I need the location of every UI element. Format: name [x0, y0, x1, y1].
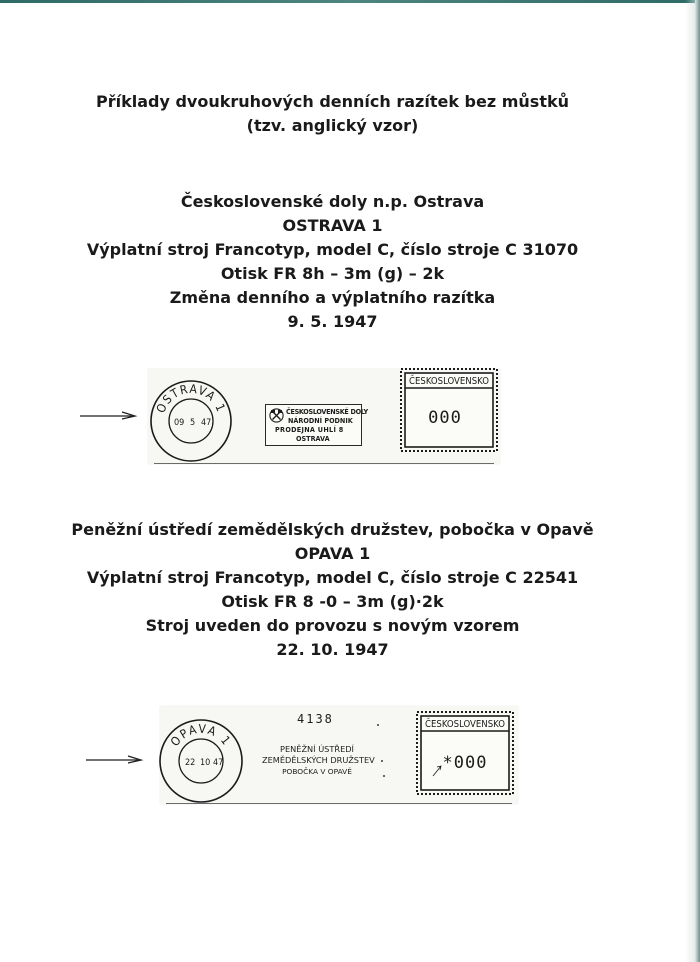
- machine-info: Výplatní stroj Francotyp, model C, číslo stroje C 31070: [86, 240, 579, 259]
- sender-line-3: POBOČKA V OPAVĚ: [282, 767, 352, 776]
- postmark-month: 5: [190, 418, 196, 428]
- arrow-icon: [86, 754, 146, 766]
- sender-cachet: [262, 744, 375, 777]
- date: 22. 10. 1947: [276, 640, 389, 659]
- postmark: [158, 718, 244, 804]
- note: Změna denního a výplatního razítka: [169, 288, 496, 307]
- meter-value: 000: [428, 408, 462, 428]
- postmark-day: 09: [174, 418, 185, 428]
- postmark-town: OPAVA 1: [167, 721, 235, 749]
- meter-value: *000: [442, 753, 488, 773]
- arrow-icon: [80, 410, 140, 422]
- meter-stamp: [399, 367, 499, 453]
- meter-country: ČESKOSLOVENSKO: [425, 719, 505, 730]
- page-heading: [0, 90, 665, 138]
- meter-stamp: [415, 710, 515, 796]
- page-shadow: [685, 0, 695, 962]
- hammer-pick-logo-icon: [269, 408, 284, 423]
- postmark-year: 47: [213, 758, 224, 768]
- postmark: [149, 379, 233, 463]
- heading-line-2: (tzv. anglický vzor): [246, 116, 419, 135]
- page-top-edge: [0, 0, 700, 3]
- heading-line-1: Příklady dvoukruhových denních razítek bez můstků: [95, 92, 569, 111]
- sender-line-2: ZEMĚDĚLSKÝCH DRUŽSTEV: [262, 755, 375, 765]
- section-opava-description: [0, 518, 665, 662]
- svg-text:OPAVA 1: [168, 722, 235, 749]
- ink-speck: [383, 775, 385, 777]
- section-ostrava-description: [0, 190, 665, 334]
- date: 9. 5. 1947: [287, 312, 378, 331]
- post-office: OPAVA 1: [294, 544, 371, 563]
- sender-line-2: NÁRODNÍ PODNIK: [288, 416, 353, 425]
- ink-speck: [381, 760, 383, 762]
- meter-serial-number: 4138: [297, 712, 334, 726]
- imprint-type: Otisk FR 8h – 3m (g) – 2k: [220, 264, 445, 283]
- machine-info: Výplatní stroj Francotyp, model C, číslo stroje C 22541: [86, 568, 579, 587]
- postmark-year: 47: [201, 418, 212, 428]
- sender-line-1: ČESKOSLOVENSKÉ DOLY: [286, 407, 368, 416]
- imprint-type: Otisk FR 8 -0 – 3m (g)·2k: [221, 592, 444, 611]
- sender-cachet: [265, 404, 368, 446]
- company-name: Československé doly n.p. Ostrava: [180, 192, 485, 211]
- meter-country: ČESKOSLOVENSKO: [409, 376, 489, 387]
- sender-line-1: PENĚŽNÍ ÚSTŘEDÍ: [280, 744, 354, 754]
- post-office: OSTRAVA 1: [282, 216, 383, 235]
- note: Stroj uveden do provozu s novým vzorem: [145, 616, 520, 635]
- ink-speck: [377, 724, 379, 726]
- page-right-edge: [695, 0, 700, 962]
- sender-line-3: PRODEJNA UHLÍ 8: [275, 425, 344, 434]
- sender-line-4: OSTRAVA: [296, 434, 330, 443]
- postmark-town: OSTRAVA 1: [153, 381, 229, 415]
- postmark-month: 10: [200, 758, 211, 768]
- postmark-day: 22: [185, 758, 196, 768]
- company-name: Peněžní ústředí zemědělských družstev, pobočka v Opavě: [71, 520, 594, 539]
